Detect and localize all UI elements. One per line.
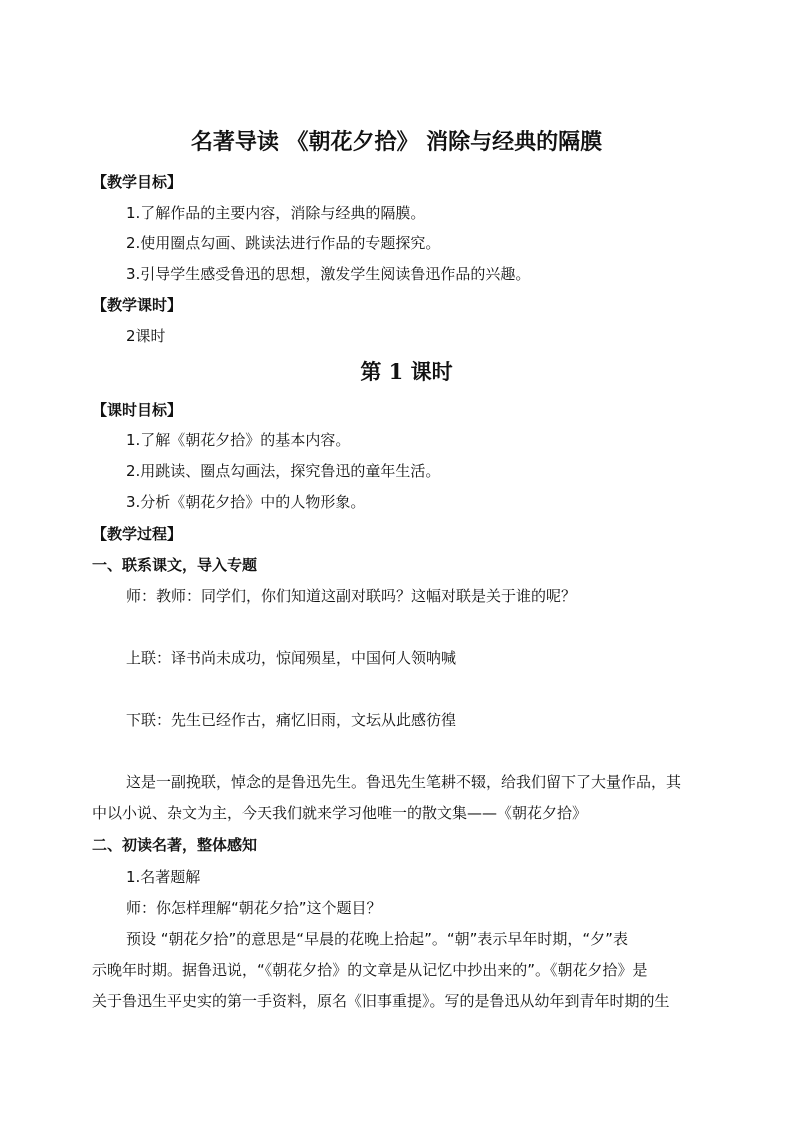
couplet-lower: 下联：先生已经作古，痛忆旧雨，文坛从此感彷徨 — [126, 711, 457, 729]
objective-item: 2.使用圈点勾画、跳读法进行作品的专题探究。 — [126, 234, 441, 252]
objective-item: 1.了解作品的主要内容，消除与经典的隔膜。 — [126, 204, 426, 222]
lesson-goal-item: 1.了解《朝花夕拾》的基本内容。 — [126, 431, 351, 449]
lesson-goal-item: 3.分析《朝花夕拾》中的人物形象。 — [126, 493, 366, 511]
hours-heading: 【教学课时】 — [92, 296, 183, 314]
hours-value: 2课时 — [126, 327, 166, 345]
paragraph-line: 中以小说、杂文为主，今天我们就来学习他唯一的散文集——《朝花夕拾》 — [92, 804, 588, 822]
paragraph-line: 关于鲁迅生平史实的第一手资料，原名《旧事重提》。写的是鲁迅从幼年到青年时期的生 — [92, 992, 670, 1010]
section1-heading: 一、联系课文，导入专题 — [92, 556, 258, 574]
objective-item: 3.引导学生感受鲁迅的思想，激发学生阅读鲁迅作品的兴趣。 — [126, 265, 531, 283]
paragraph-line: 示晚年时期。据鲁迅说，“《朝花夕拾》的文章是从记忆中抄出来的”。《朝花夕拾》是 — [92, 961, 648, 979]
list-item: 1.名著题解 — [126, 868, 201, 886]
process-heading: 【教学过程】 — [92, 525, 183, 543]
teacher-question: 师：教师：同学们，你们知道这副对联吗？这幅对联是关于谁的呢？ — [126, 587, 577, 605]
lesson-goal-item: 2.用跳读、圈点勾画法，探究鲁迅的童年生活。 — [126, 462, 441, 480]
paragraph-line: 预设 “朝花夕拾”的意思是“早晨的花晚上拾起”。“朝”表示早年时期，“夕”表 — [126, 930, 628, 948]
objectives-heading: 【教学目标】 — [92, 173, 183, 191]
lesson-goals-heading: 【课时目标】 — [92, 401, 183, 419]
couplet-upper: 上联：译书尚未成功，惊闻殒星，中国何人领呐喊 — [126, 649, 457, 667]
paragraph-line: 这是一副挽联，悼念的是鲁迅先生。鲁迅先生笔耕不辍，给我们留下了大量作品，其 — [126, 773, 682, 791]
teacher-question: 师：你怎样理解“朝花夕拾”这个题目？ — [126, 899, 382, 917]
lesson-title: 第 1 课时 — [360, 359, 453, 384]
section2-heading: 二、初读名著，整体感知 — [92, 836, 258, 854]
document-title: 名著导读 《朝花夕拾》 消除与经典的隔膜 — [190, 129, 603, 155]
